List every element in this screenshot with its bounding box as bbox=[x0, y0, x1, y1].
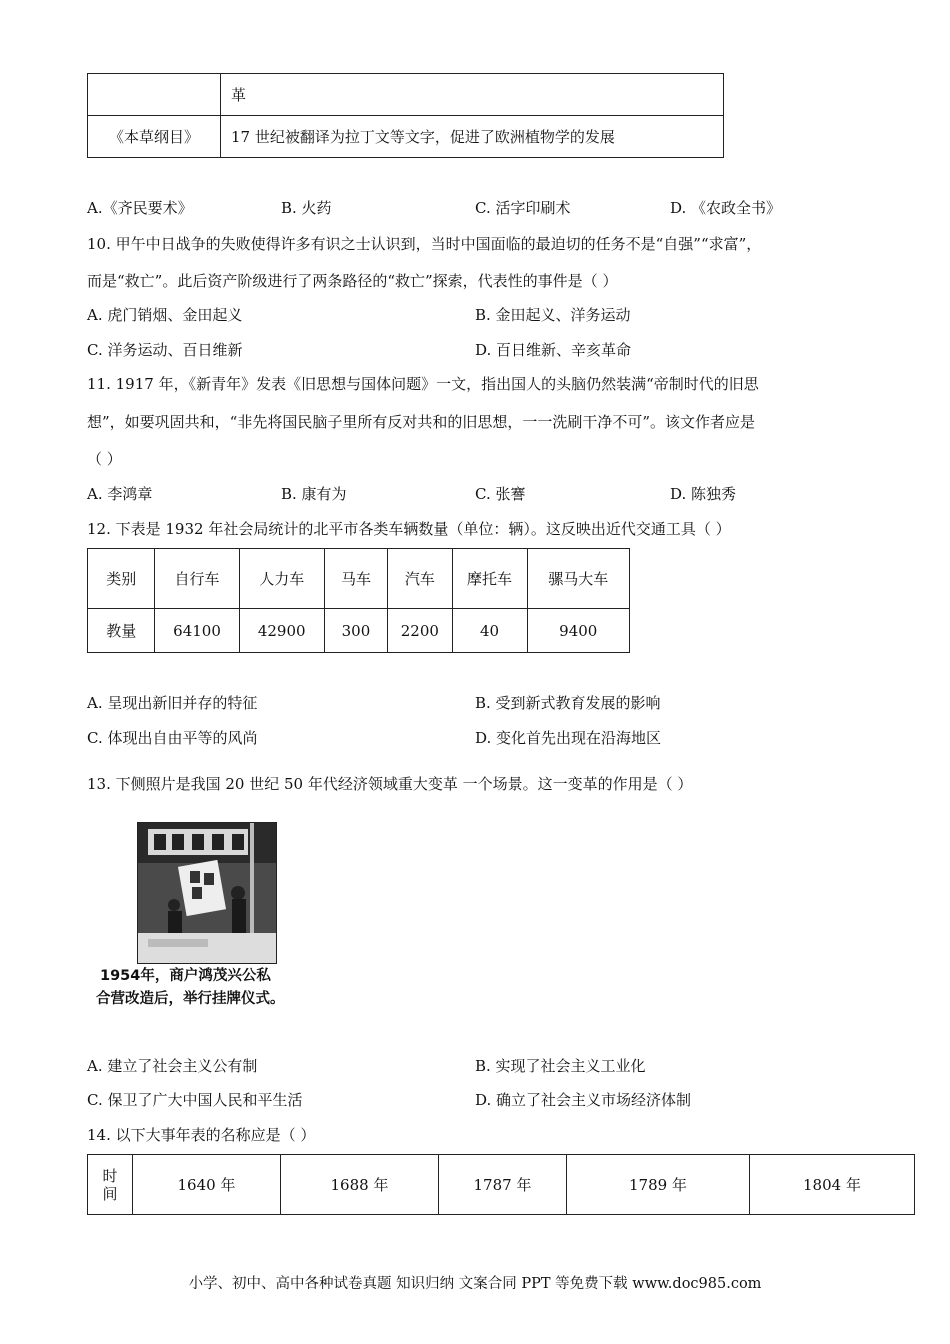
question-13-line-1: 13. 下侧照片是我国 20 世纪 50 年代经济领域重大变革 一个场景。这一变革的作用是（ ） bbox=[87, 775, 693, 793]
table-header-cell bbox=[88, 1155, 133, 1215]
chronology-table bbox=[87, 1154, 915, 1215]
option-b: B. 金田起义、洋务运动 bbox=[475, 306, 631, 324]
table-row bbox=[88, 549, 630, 609]
table-header-cell: 自行车 bbox=[155, 549, 239, 609]
question-10-line-1: 10. 甲午中日战争的失败使得许多有识之士认识到，当时中国面临的最迫切的任务不是“自强”“求富”， bbox=[87, 235, 762, 253]
year-cell: 1804 年 bbox=[750, 1155, 915, 1215]
table-cell: 64100 bbox=[155, 609, 239, 653]
table-cell: 2200 bbox=[388, 609, 452, 653]
table-cell: 教量 bbox=[88, 609, 155, 653]
table-header-cell: 骡马大车 bbox=[527, 549, 629, 609]
option-c: C. 活字印刷术 bbox=[475, 199, 571, 217]
question-12-line-1: 12. 下表是 1932 年社会局统计的北平市各类车辆数量（单位：辆）。这反映出近代交通工具（ ） bbox=[87, 520, 731, 538]
option-b: B. 实现了社会主义工业化 bbox=[475, 1057, 646, 1075]
table-row bbox=[88, 74, 724, 116]
option-a: A. 建立了社会主义公有制 bbox=[87, 1057, 258, 1075]
option-c: C. 体现出自由平等的风尚 bbox=[87, 729, 258, 747]
question-10-line-2: 而是“救亡”。此后资产阶级进行了两条路径的“救亡”探索，代表性的事件是（ ） bbox=[87, 272, 618, 290]
option-a: A.《齐民要术》 bbox=[87, 199, 193, 217]
photo-caption-line-1: 1954年，商户鸿茂兴公私 bbox=[100, 968, 271, 984]
table-cell bbox=[88, 74, 221, 116]
option-b: B. 康有为 bbox=[281, 485, 347, 503]
option-c: C. 张謇 bbox=[475, 485, 526, 503]
table-cell: 《本草纲目》 bbox=[88, 116, 221, 158]
historical-photo bbox=[137, 822, 277, 964]
option-d: D. 《农政全书》 bbox=[670, 199, 782, 217]
question-11-line-1: 11. 1917 年，《新青年》发表《旧思想与国体问题》一文，指出国人的头脑仍然装满“帝制时代的旧思 bbox=[87, 375, 759, 393]
table-cell: 42900 bbox=[239, 609, 324, 653]
table-row bbox=[88, 116, 724, 158]
table-cell: 300 bbox=[324, 609, 387, 653]
year-cell: 1789 年 bbox=[567, 1155, 750, 1215]
option-d: D. 陈独秀 bbox=[670, 485, 737, 503]
option-c: C. 洋务运动、百日维新 bbox=[87, 341, 243, 359]
year-cell: 1640 年 bbox=[133, 1155, 281, 1215]
time-header-label: 时间 bbox=[102, 1166, 118, 1203]
table-header-cell: 类别 bbox=[88, 549, 155, 609]
year-cell: 1688 年 bbox=[281, 1155, 439, 1215]
table-cell: 9400 bbox=[527, 609, 629, 653]
table-header-cell: 摩托车 bbox=[452, 549, 527, 609]
question-11-line-2: 想”，如要巩固共和，“非先将国民脑子里所有反对共和的旧思想，一一洗刷干净不可”。该文作者应是 bbox=[87, 413, 756, 431]
option-b: B. 受到新式教育发展的影响 bbox=[475, 694, 661, 712]
vehicle-table bbox=[87, 548, 630, 653]
table-cell: 革 bbox=[221, 74, 724, 116]
table-row bbox=[88, 1155, 915, 1215]
option-d: D. 变化首先出现在沿海地区 bbox=[475, 729, 662, 747]
table-top bbox=[87, 73, 724, 158]
option-a: A. 呈现出新旧并存的特征 bbox=[87, 694, 258, 712]
table-header-cell: 马车 bbox=[324, 549, 387, 609]
table-cell: 40 bbox=[452, 609, 527, 653]
photo-caption bbox=[96, 965, 321, 1011]
option-a: A. 李鸿章 bbox=[87, 485, 153, 503]
table-header-cell: 人力车 bbox=[239, 549, 324, 609]
year-cell: 1787 年 bbox=[439, 1155, 567, 1215]
table-cell: 17 世纪被翻译为拉丁文等文字，促进了欧洲植物学的发展 bbox=[221, 116, 724, 158]
photo-caption-line-2: 合营改造后，举行挂牌仪式。 bbox=[96, 991, 285, 1007]
table-header-cell: 汽车 bbox=[388, 549, 452, 609]
option-d: D. 百日维新、辛亥革命 bbox=[475, 341, 632, 359]
question-14-line-1: 14. 以下大事年表的名称应是（ ） bbox=[87, 1126, 316, 1144]
option-d: D. 确立了社会主义市场经济体制 bbox=[475, 1091, 692, 1109]
table-row bbox=[88, 609, 630, 653]
page-footer: 小学、初中、高中各种试卷真题 知识归纳 文案合同 PPT 等免费下载 www.doc985.com bbox=[188, 1276, 762, 1292]
question-11-line-3: （ ） bbox=[87, 450, 122, 468]
option-a: A. 虎门销烟、金田起义 bbox=[87, 306, 243, 324]
option-b: B. 火药 bbox=[281, 199, 332, 217]
photo-illustration bbox=[138, 823, 276, 963]
option-c: C. 保卫了广大中国人民和平生活 bbox=[87, 1091, 303, 1109]
